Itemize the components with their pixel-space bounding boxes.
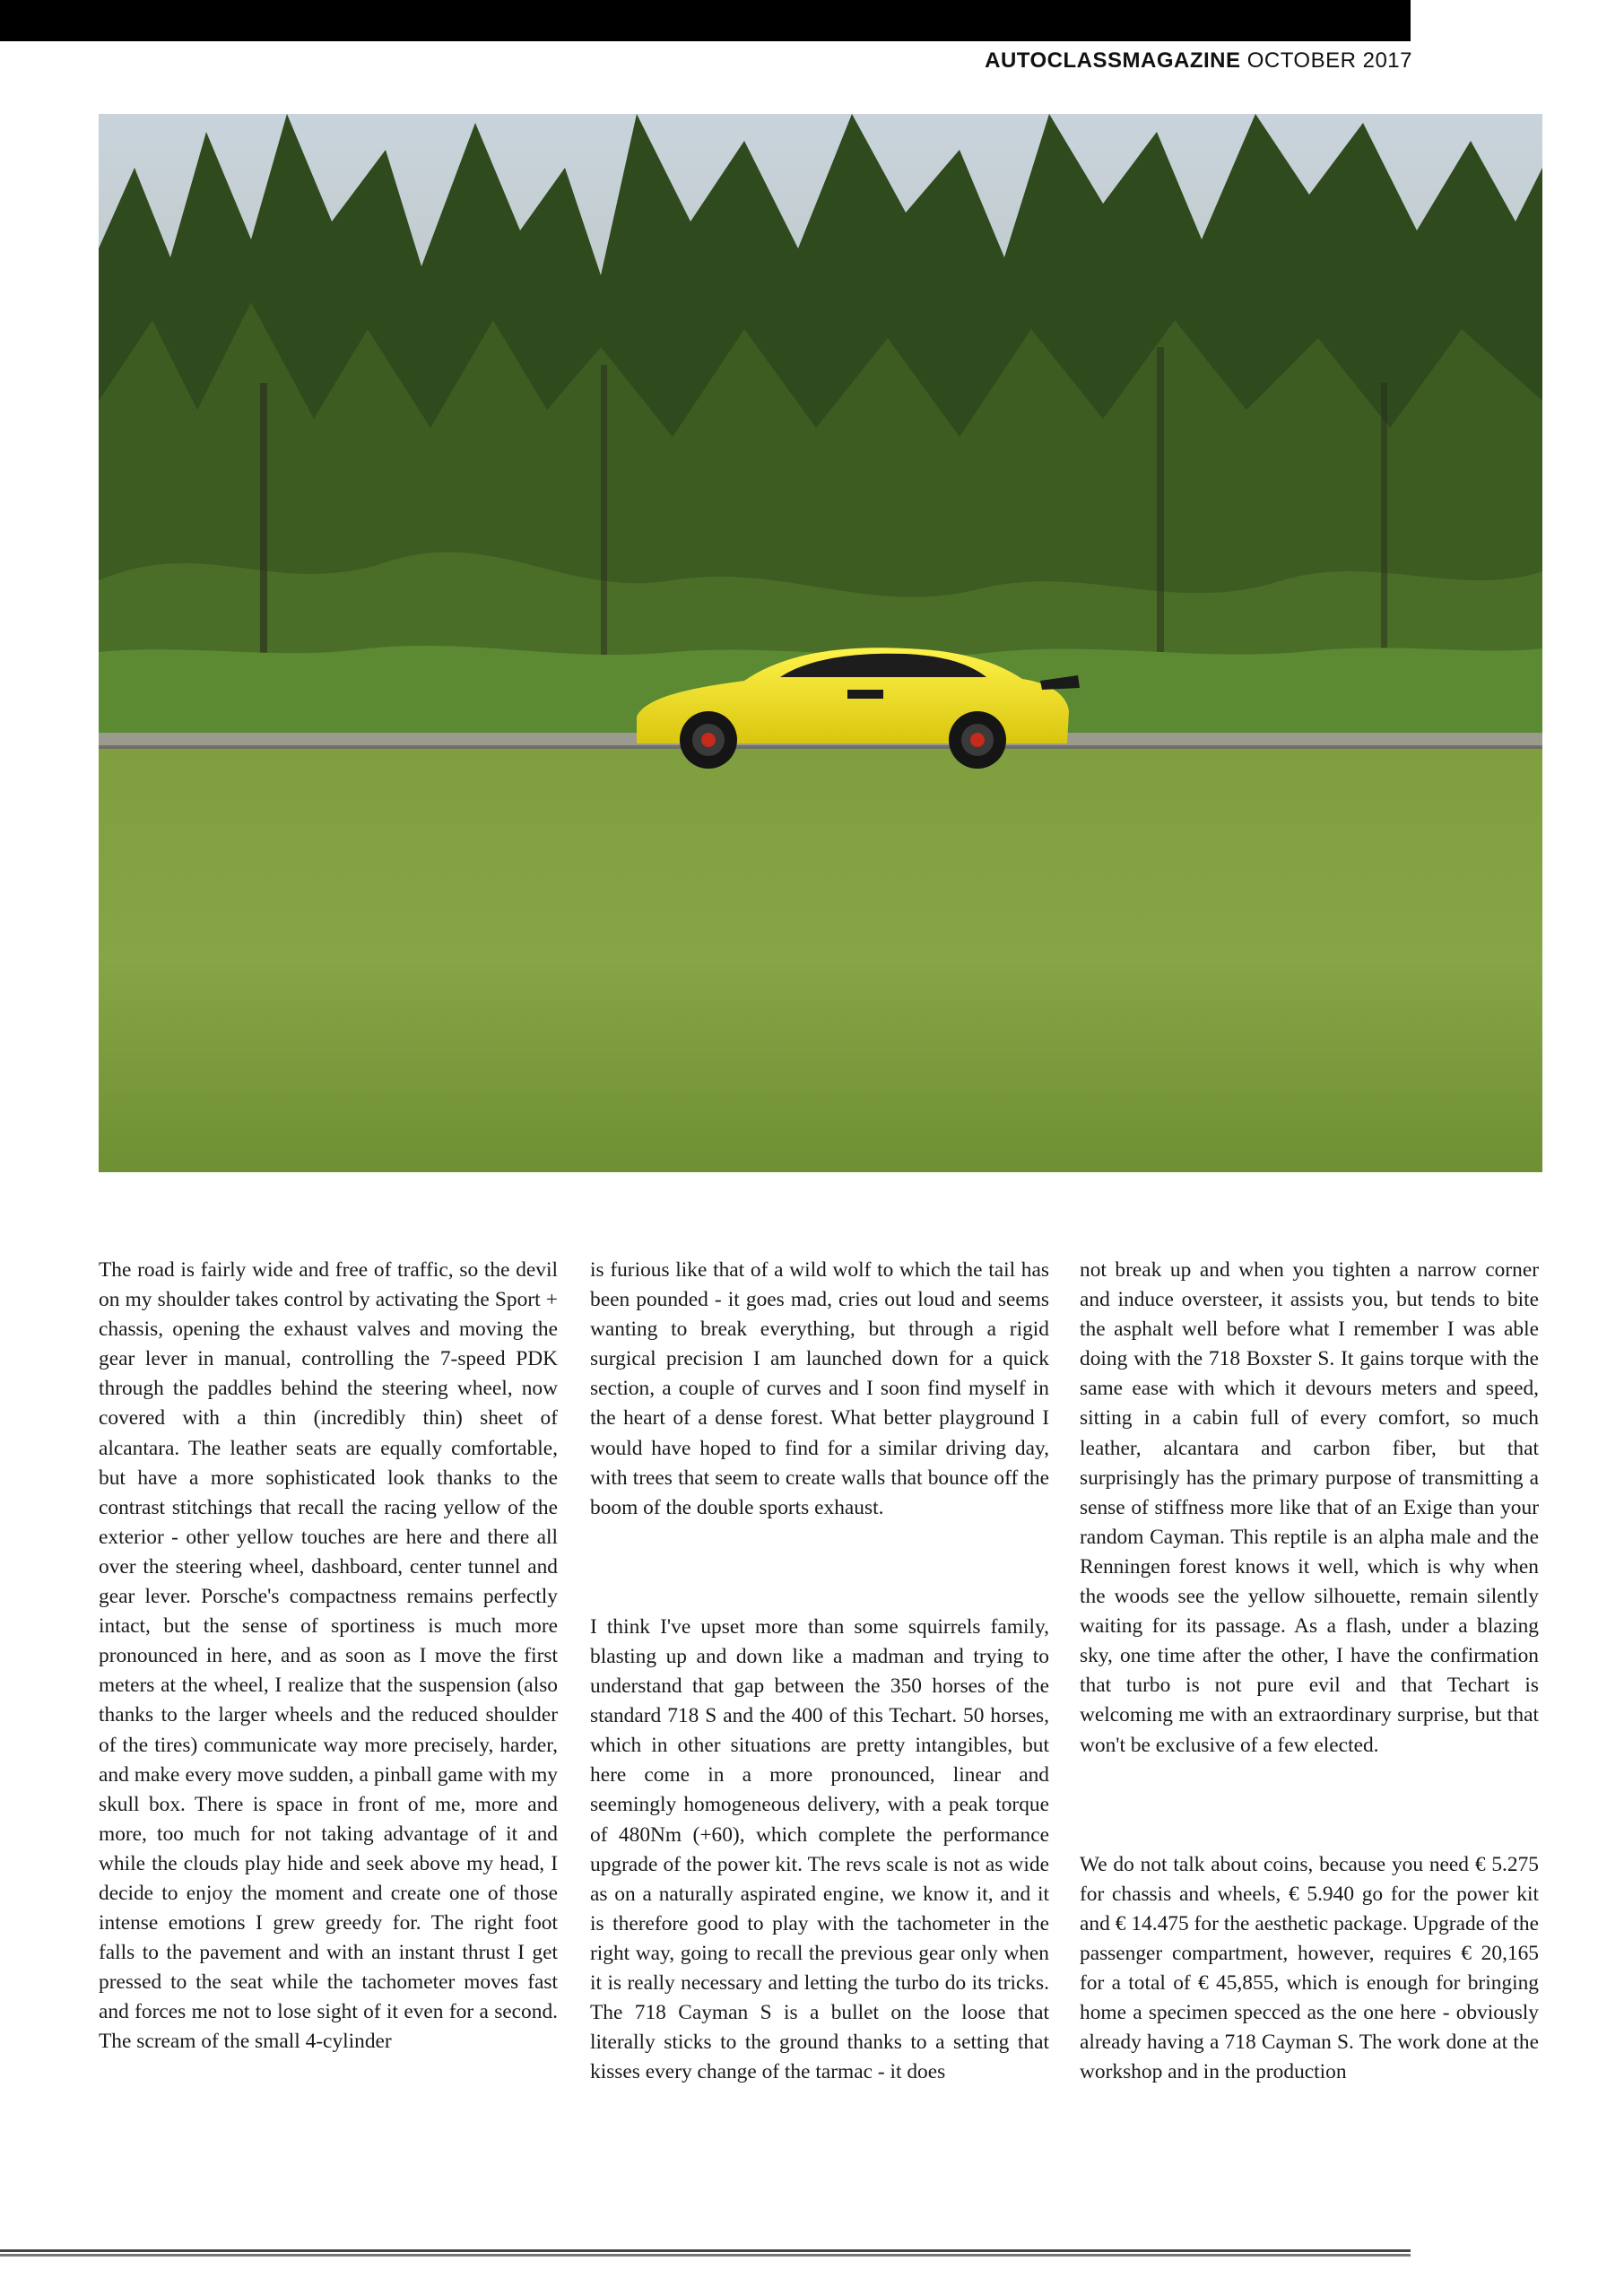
footer-rule <box>0 2249 1411 2257</box>
article-column-2 <box>590 1256 1049 2179</box>
article-column-3 <box>1080 1256 1539 2179</box>
paragraph: I think I've upset more than some squirrels family, blasting up and down like a madman and trying to understand that gap between the 350 horses of the standard 718 S and the 400 of this Techart. 50 horses, which in other situations are pretty intangibles, but here come in a more pronounced, linear and seemingly homogeneous delivery, with a peak torque of 480Nm (+60), which complete the performance upgrade of the power kit. The revs scale is not as wide as on a naturally aspirated engine, we know it, and it is therefore good to play with the tachometer in the right way, going to recall the previous gear only when it is really necessary and letting the turbo do its tricks. The 718 Cayman S is a bullet on the loose that literally sticks to the ground thanks to a setting that kisses every change of the tarmac - it does <box>590 1614 1049 2084</box>
paragraph: is furious like that of a wild wolf to which the tail has been pounded - it goes mad, cries out loud and seems wanting to break everything, but through a rigid surgical precision I am launched down for a quick section, a couple of curves and I soon find myself in the heart of a dense forest. What better playground I would have hoped to find for a similar driving day, with trees that seem to create walls that bounce off the boom of the double sports exhaust. <box>590 1258 1049 1519</box>
hero-photo-yellow-porsche-in-forest <box>99 114 1542 1172</box>
article-column-1 <box>99 1256 558 2179</box>
hero-photo-illustration <box>99 114 1542 1172</box>
paragraph: We do not talk about coins, because you need € 5.275 for chassis and wheels, € 5.940 go for the power kit and € 14.475 for the aesthetic package. Upgrade of the passenger compartment, however, requires € 20,165 for a total of € 45,855, which is enough for bringing home a specimen specced as the one here - obviously already having a 718 Cayman S. The work done at the workshop and in the production <box>1080 1852 1539 2084</box>
magazine-brand: AUTOCLASSMAGAZINE <box>985 48 1241 73</box>
issue-date: OCTOBER 2017 <box>1246 48 1412 73</box>
paragraph: The road is fairly wide and free of traffic, so the devil on my shoulder takes control by activating the Sport + chassis, opening the exhaust valves and moving the gear lever in manual, controlling the 7-speed PDK through the paddles behind the steering wheel, now covered with a thin (incredibly thin) sheet of alcantara. The leather seats are equally comfortable, but have a more sophisticated look thanks to the contrast stitchings that recall the racing yellow of the exterior - other yellow touches are here and there all over the steering wheel, dashboard, center tunnel and gear lever. Porsche's compactness remains perfectly intact, but the sense of sportiness is much more pronounced in here, and as soon as I move the first meters at the wheel, I realize that the suspension (also thanks to the larger wheels and the reduced shoulder of the tires) communicate way more precisely, harder, and make every move sudden, a pinball game with my skull box. There is space in front of me, more and more, too much for not taking advantage of it and while the clouds play hide and seek above my head, I decide to enjoy the moment and create one of those intense emotions I grew greedy for. The right foot falls to the pavement and with an instant thrust I get pressed to the seat while the tachometer moves fast and forces me not to lose sight of it even for a second. The scream of the small 4-cylinder <box>99 1258 558 2054</box>
paragraph: not break up and when you tighten a narrow corner and induce oversteer, it assists you, but tends to bite the asphalt well before what I remember I was able doing with the 718 Boxster S. It gains torque with the same ease with which it devours meters and speed, sitting in a cabin full of every comfort, so much leather, alcantara and carbon fiber, but that surprisingly has the primary purpose of transmitting a sense of stiffness more like that of an Exige than your random Cayman. This reptile is an alpha male and the Renningen forest knows it well, which is why when the woods see the yellow silhouette, remain silently waiting for its passage. As a flash, under a blazing sky, one time after the other, I have the confirmation that turbo is not pure evil and that Techart is welcoming me with an extraordinary surprise, but that won't be exclusive of a few elected. <box>1080 1258 1539 1757</box>
article-body <box>99 1256 1542 2179</box>
top-black-bar <box>0 0 1411 41</box>
masthead <box>985 48 1412 74</box>
